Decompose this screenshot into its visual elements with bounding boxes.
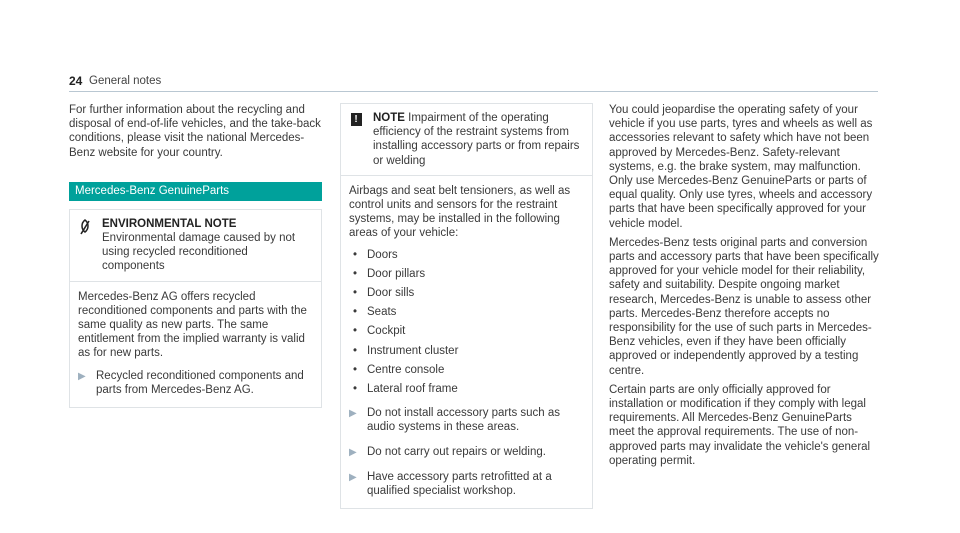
note-paragraph: Airbags and seat belt tensioners, as well as control units and sensors for the restraint systems, may be installed in the following areas of your vehicle: bbox=[349, 184, 571, 240]
bullet-icon: • bbox=[353, 287, 358, 300]
note-header bbox=[341, 104, 592, 176]
list-item: • Centre console bbox=[349, 363, 584, 377]
instruction-item bbox=[78, 369, 313, 397]
environmental-note-header bbox=[70, 210, 321, 282]
list-item: • Instrument cluster bbox=[349, 344, 584, 358]
bullet-icon: • bbox=[353, 267, 358, 280]
list-item: • Door sills bbox=[349, 286, 584, 300]
area-list bbox=[349, 248, 584, 397]
note-body bbox=[341, 176, 592, 508]
instruction-text: Recycled reconditioned components and parts from Mercedes-Benz AG. bbox=[96, 369, 304, 396]
instruction-arrow-icon: ▶ bbox=[349, 471, 357, 483]
intro-paragraph: For further information about the recycling and disposal of end-of-life vehicles, and the take-back conditions, please visit the national Mercedes-Benz website for your country. bbox=[69, 104, 321, 159]
bullet-icon: • bbox=[353, 344, 358, 357]
body-paragraph: Certain parts are only officially approved for installation or modification if they comply with legal requirements. All Mercedes-Benz GenuineParts meet the approval requirements. The use of non-approved parts may invalidate the vehicle's general operating permit. bbox=[609, 383, 871, 467]
bullet-icon: • bbox=[353, 383, 358, 396]
page-header bbox=[69, 73, 878, 92]
environmental-note-text: Environmental damage caused by not using recycled reconditioned components bbox=[102, 232, 296, 273]
body-paragraph: You could jeopardise the operating safety of your vehicle if you use parts, tyres and wheels as well as accessories relevant to safety which have not been approved by Mercedes-Benz. Safety-relevant systems, e.g. the brake system, may malfunction. Only use Mercedes-Benz GenuineParts or parts of equal quality. Only use tyres, wheels and accessory parts that have been specifically approved for your vehicle model. bbox=[609, 104, 873, 230]
list-item: • Lateral roof frame bbox=[349, 382, 584, 396]
list-item: • Door pillars bbox=[349, 267, 584, 281]
environmental-note-label: ENVIRONMENTAL NOTE bbox=[102, 217, 237, 230]
instruction-text: Do not carry out repairs or welding. bbox=[367, 445, 546, 458]
instruction-item bbox=[349, 406, 584, 434]
list-item: • Seats bbox=[349, 305, 584, 319]
instruction-text: Do not install accessory parts such as audio systems in these areas. bbox=[367, 407, 561, 434]
instruction-arrow-icon: ▶ bbox=[349, 446, 357, 458]
bullet-icon: • bbox=[353, 248, 358, 261]
list-item: • Cockpit bbox=[349, 324, 584, 338]
instruction-item bbox=[349, 470, 584, 498]
genuine-parts-heading: Mercedes-Benz GenuineParts bbox=[69, 182, 322, 201]
note-box bbox=[340, 103, 593, 509]
instruction-text: Have accessory parts retrofitted at a qualified specialist workshop. bbox=[367, 470, 552, 498]
instruction-arrow-icon: ▶ bbox=[349, 408, 357, 420]
instruction-arrow-icon: ▶ bbox=[78, 370, 86, 382]
exclamation-icon: ! bbox=[351, 113, 362, 126]
column-middle bbox=[340, 103, 593, 509]
note-text: Impairment of the operating efficiency of the restraint systems from installing accessory parts or from repairs or welding bbox=[373, 112, 580, 167]
environmental-note-box bbox=[69, 209, 322, 408]
section-title: General notes bbox=[89, 75, 162, 87]
column-right bbox=[609, 103, 879, 473]
instruction-item bbox=[349, 445, 584, 460]
bullet-icon: • bbox=[353, 325, 358, 338]
environment-icon bbox=[76, 217, 94, 274]
bullet-icon: • bbox=[353, 306, 358, 319]
environmental-note-body bbox=[70, 282, 321, 407]
column-left bbox=[69, 103, 322, 408]
body-paragraph: Mercedes-Benz tests original parts and conversion parts and accessory parts that have been specifically approved for your vehicle model for their reliability, safety and suitability. Despite ongoing market research, Mercedes-Benz is unable to assess other parts. Mercedes-Benz therefore accepts no responsibility for the use of such parts in Mercedes-Benz vehicles, even if they have been officially approved or independently approved by a testing centre. bbox=[609, 236, 879, 377]
note-label: NOTE bbox=[373, 112, 405, 124]
list-item: • Doors bbox=[349, 248, 584, 262]
bullet-icon: • bbox=[353, 363, 358, 376]
page-number: 24 bbox=[69, 74, 83, 88]
environmental-note-paragraph: Mercedes-Benz AG offers recycled reconditioned components and parts with the same quality as new parts. The same entitlement from the implied warranty is valid as for new parts. bbox=[78, 290, 307, 360]
